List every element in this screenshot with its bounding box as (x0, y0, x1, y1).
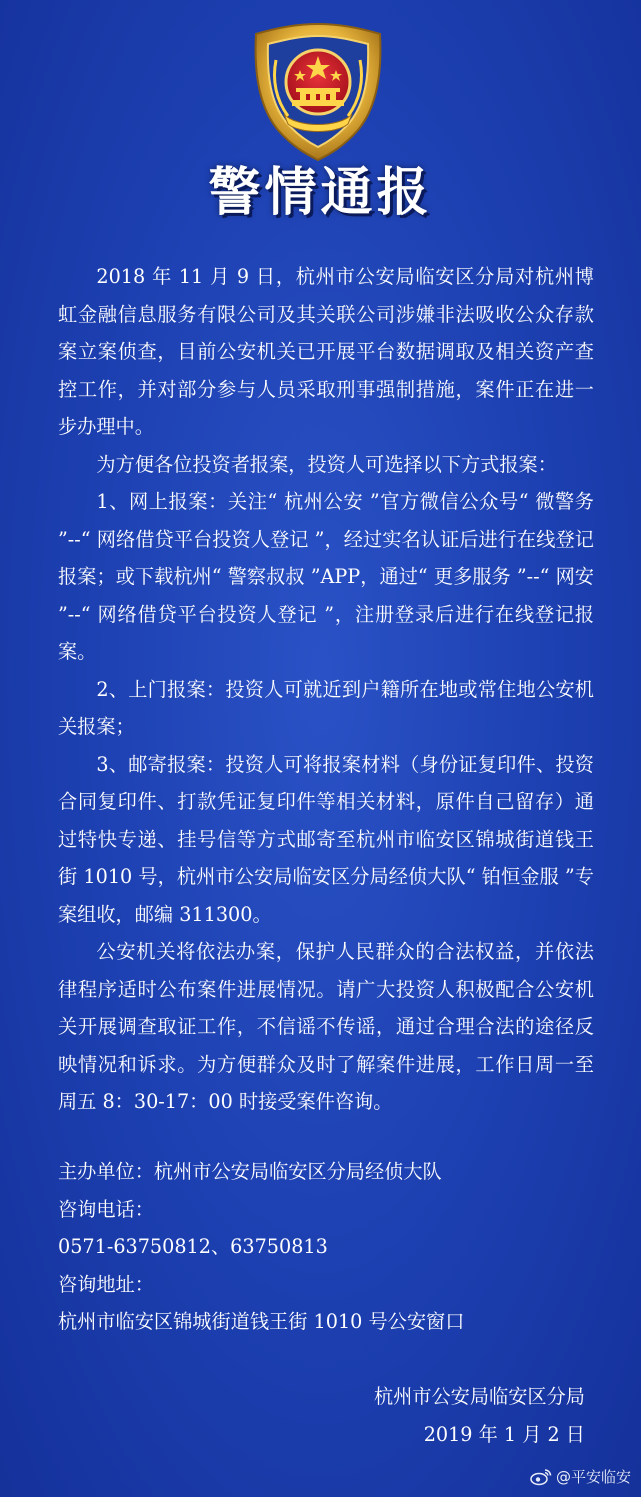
contact-block (58, 1153, 598, 1341)
issuer-name: 杭州市公安局临安区分局 (373, 1385, 585, 1408)
paragraph-police-statement: 公安机关将依法办案，保护人民群众的合法权益，并依法律程序适时公布案件进展情况。请广大投资人积极配合公安机关开展调查取证工作，不信谣不传谣，通过合理合法的途径反映情况和诉求。为方便群众及时了解案件进展，工作日周一至周五 8：30-17：00 时接受案件咨询。 (58, 940, 594, 1113)
watermark-handle: @平安临安 (555, 1468, 631, 1486)
paragraph-report-intro: 为方便各位投资者报案，投资人可选择以下方式报案： (96, 452, 557, 476)
issue-date: 2019 年 1 月 2 日 (423, 1422, 585, 1446)
weibo-icon (530, 1468, 552, 1486)
paragraph-in-person-report: 2、上门报案：投资人可就近到户籍所在地或常住地公安机关报案； (58, 677, 594, 738)
paragraph-online-report: 1、网上报案：关注“ 杭州公安 ”官方微信公众号“ 微警务 ”--“ 网络借贷平台投资人登记 ”，经过实名认证后进行在线登记报案；或下载杭州“ 警察叔叔 ”APP，通过“ 更多服务 ”--“ 网安 ”--“ 网络借贷平台投资人登记 ”，注册登录后进行在线登记报案。 (58, 490, 594, 663)
weibo-watermark (530, 1466, 631, 1487)
paragraph-case-summary: 2018 年 11 月 9 日，杭州市公安局临安区分局对杭州博虹金融信息服务有限公司及其关联公司涉嫌非法吸收公众存款案立案侦查，目前公安机关已开展平台数据调取及相关资产查控工作，并对部分参与人员采取刑事强制措施，案件正在进一步办理中。 (58, 265, 594, 438)
page-title: 警情通报 (208, 163, 433, 223)
address-line: 杭州市临安区锦城街道钱王街 1010 号公安窗口 (58, 1310, 465, 1333)
notice-body (58, 258, 594, 1121)
paragraph-mail-report: 3、邮寄报案：投资人可将报案材料（身份证复印件、投资合同复印件、打款凭证复印件等相关材料，原件自己留存）通过特快专递、挂号信等方式邮寄至杭州市临安区锦城街道钱王街 1010 号，杭州市公安局临安区分局经侦大队“ 铂恒金服 ”专案组收，邮编 311300。 (58, 752, 594, 926)
police-emblem-icon (236, 20, 400, 164)
signoff-block (374, 1378, 585, 1453)
address-label: 咨询地址： (58, 1272, 154, 1296)
phone-label: 咨询电话： (58, 1197, 154, 1221)
phone-number: 0571-63750812、63750813 (58, 1235, 328, 1258)
organizer-line: 主办单位：杭州市公安局临安区分局经侦大队 (58, 1160, 442, 1183)
